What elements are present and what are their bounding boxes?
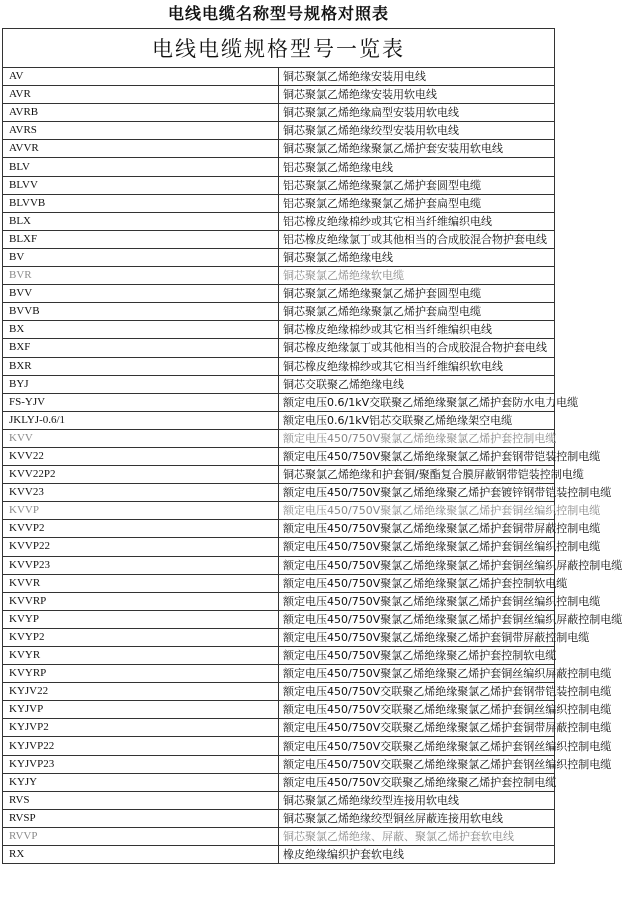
model-code-cell: RVS — [3, 791, 279, 809]
table-row — [3, 411, 555, 429]
model-code-cell: KYJY — [3, 773, 279, 791]
model-description-cell: 铜芯聚氯乙烯绝缘扁型安装用软电线 — [279, 104, 555, 122]
model-description-cell: 额定电压450/750V交联聚乙烯绝缘聚乙烯护套控制电缆 — [279, 773, 555, 791]
table-row — [3, 683, 555, 701]
model-description-cell: 铜芯聚氯乙烯绝缘和护套铜/聚酯复合膜屏蔽钢带铠装控制电缆 — [279, 466, 555, 484]
model-description-cell: 额定电压450/750V聚氯乙烯绝缘聚乙烯护套镀锌钢带铠装控制电缆 — [279, 484, 555, 502]
model-code-cell: KYJVP2 — [3, 719, 279, 737]
table-row — [3, 719, 555, 737]
model-code-cell: BVV — [3, 285, 279, 303]
model-code-cell: BLVVB — [3, 194, 279, 212]
model-description-cell: 额定电压450/750V聚氯乙烯绝缘聚乙烯护套铜丝编织屏蔽控制电缆 — [279, 665, 555, 683]
table-row — [3, 809, 555, 827]
model-code-cell: FS-YJV — [3, 393, 279, 411]
model-description-cell: 额定电压450/750V聚氯乙烯绝缘聚氯乙烯护套铜丝编织控制电缆 — [279, 502, 555, 520]
table-row — [3, 212, 555, 230]
model-code-cell: KYJVP22 — [3, 737, 279, 755]
model-description-cell: 铝芯聚氯乙烯绝缘聚氯乙烯护套扁型电缆 — [279, 194, 555, 212]
table-row — [3, 285, 555, 303]
model-description-cell: 额定电压450/750V聚氯乙烯绝缘聚氯乙烯护套铜丝编织屏蔽控制电缆 — [279, 610, 555, 628]
table-row — [3, 140, 555, 158]
model-description-cell: 额定电压450/750V交联聚乙烯绝缘聚氯乙烯护套钢丝编织控制电缆 — [279, 737, 555, 755]
model-code-cell: KYJV22 — [3, 683, 279, 701]
model-description-cell: 额定电压450/750V交联聚乙烯绝缘聚氯乙烯护套钢丝编织控制电缆 — [279, 755, 555, 773]
model-code-cell: KVVRP — [3, 592, 279, 610]
model-code-cell: KVV — [3, 429, 279, 447]
model-description-cell: 铜芯聚氯乙烯绝缘安装用电线 — [279, 68, 555, 86]
model-description-cell: 铝芯橡皮绝缘棉纱或其它相当纤维编织电线 — [279, 212, 555, 230]
model-code-cell: BVR — [3, 267, 279, 285]
model-description-cell: 额定电压450/750V聚氯乙烯绝缘聚乙烯护套铜带屏蔽控制电缆 — [279, 628, 555, 646]
model-code-cell: KVVP — [3, 502, 279, 520]
model-code-cell: JKLYJ-0.6/1 — [3, 411, 279, 429]
table-row — [3, 429, 555, 447]
table-row — [3, 321, 555, 339]
table-row — [3, 466, 555, 484]
model-description-cell: 铜芯交联聚乙烯绝缘电线 — [279, 375, 555, 393]
table-row — [3, 339, 555, 357]
table-header-row — [3, 29, 555, 68]
model-code-cell: RVVP — [3, 827, 279, 845]
table-row — [3, 230, 555, 248]
table-row — [3, 447, 555, 465]
table-header: 电线电缆规格型号一览表 — [3, 29, 555, 68]
model-description-cell: 铜芯橡皮绝缘棉纱或其它相当纤维编织软电线 — [279, 357, 555, 375]
table-row — [3, 122, 555, 140]
table-row — [3, 773, 555, 791]
model-code-cell: KVVR — [3, 574, 279, 592]
model-description-cell: 铜芯聚氯乙烯绝缘、屏蔽、聚氯乙烯护套软电线 — [279, 827, 555, 845]
model-code-cell: KVYRP — [3, 665, 279, 683]
model-code-cell: KVVP22 — [3, 538, 279, 556]
model-description-cell: 额定电压450/750V聚氯乙烯绝缘聚氯乙烯护套钢带铠装控制电缆 — [279, 447, 555, 465]
model-code-cell: BLXF — [3, 230, 279, 248]
model-description-cell: 额定电压450/750V聚氯乙烯绝缘聚氯乙烯护套铜丝编织控制电缆 — [279, 538, 555, 556]
table-row — [3, 755, 555, 773]
table-row — [3, 628, 555, 646]
model-code-cell: BVVB — [3, 303, 279, 321]
model-description-cell: 铜芯橡皮绝缘棉纱或其它相当纤维编织电线 — [279, 321, 555, 339]
model-code-cell: KYJVP — [3, 701, 279, 719]
model-code-cell: BLX — [3, 212, 279, 230]
model-description-cell: 铜芯聚氯乙烯绝缘绞型连接用软电线 — [279, 791, 555, 809]
table-row — [3, 357, 555, 375]
model-description-cell: 额定电压450/750V交联聚乙烯绝缘聚氯乙烯护套钢带铠装控制电缆 — [279, 683, 555, 701]
model-description-cell: 额定电压450/750V聚氯乙烯绝缘聚氯乙烯护套控制软电缆 — [279, 574, 555, 592]
model-description-cell: 额定电压450/750V交联聚乙烯绝缘聚氯乙烯护套铜丝编织控制电缆 — [279, 701, 555, 719]
table-row — [3, 592, 555, 610]
table-row — [3, 68, 555, 86]
table-row — [3, 791, 555, 809]
table-row — [3, 104, 555, 122]
table-row — [3, 701, 555, 719]
model-code-cell: KVV22 — [3, 447, 279, 465]
model-description-cell: 铝芯橡皮绝缘氯丁或其他相当的合成胶混合物护套电线 — [279, 230, 555, 248]
model-description-cell: 额定电压450/750V交联聚乙烯绝缘聚氯乙烯护套铜带屏蔽控制电缆 — [279, 719, 555, 737]
model-code-cell: AV — [3, 68, 279, 86]
table-row — [3, 538, 555, 556]
model-code-cell: BX — [3, 321, 279, 339]
model-description-cell: 铝芯聚氯乙烯绝缘电线 — [279, 158, 555, 176]
model-code-cell: BXR — [3, 357, 279, 375]
model-description-cell: 铜芯橡皮绝缘氯丁或其他相当的合成胶混合物护套电线 — [279, 339, 555, 357]
table-row — [3, 248, 555, 266]
model-description-cell: 额定电压0.6/1kV交联聚乙烯绝缘聚氯乙烯护套防水电力电缆 — [279, 393, 555, 411]
table-row — [3, 176, 555, 194]
table-row — [3, 484, 555, 502]
table-row — [3, 86, 555, 104]
table-row — [3, 827, 555, 845]
model-description-cell: 额定电压450/750V聚氯乙烯绝缘聚氯乙烯护套铜丝编织屏蔽控制电缆 — [279, 556, 555, 574]
table-body — [3, 68, 622, 864]
table-row — [3, 502, 555, 520]
model-code-cell: AVRB — [3, 104, 279, 122]
table-row — [3, 556, 555, 574]
table-row — [3, 737, 555, 755]
table-row — [3, 393, 555, 411]
model-code-cell: KVYP2 — [3, 628, 279, 646]
model-description-cell: 橡皮绝缘编织护套软电线 — [279, 846, 555, 864]
table-row — [3, 846, 555, 864]
model-description-cell: 铜芯聚氯乙烯绝缘电线 — [279, 248, 555, 266]
model-description-cell: 额定电压450/750V聚氯乙烯绝缘聚乙烯护套控制软电缆 — [279, 647, 555, 665]
model-code-cell: KVYR — [3, 647, 279, 665]
table-row — [3, 520, 555, 538]
table-row — [3, 647, 555, 665]
model-code-cell: KVV22P2 — [3, 466, 279, 484]
table-row — [3, 610, 555, 628]
table-row — [3, 574, 555, 592]
model-code-cell: KYJVP23 — [3, 755, 279, 773]
model-code-cell: RVSP — [3, 809, 279, 827]
model-description-cell: 铜芯聚氯乙烯绝缘绞型铜丝屏蔽连接用软电线 — [279, 809, 555, 827]
model-description-cell: 铜芯聚氯乙烯绝缘聚氯乙烯护套扁型电缆 — [279, 303, 555, 321]
model-code-cell: AVRS — [3, 122, 279, 140]
model-description-cell: 铜芯聚氯乙烯绝缘软电缆 — [279, 267, 555, 285]
table-row — [3, 303, 555, 321]
model-description-cell: 额定电压450/750V聚氯乙烯绝缘聚氯乙烯护套铜丝编织控制电缆 — [279, 592, 555, 610]
model-description-cell: 额定电压0.6/1kV铝芯交联聚乙烯绝缘架空电缆 — [279, 411, 555, 429]
model-code-cell: KVVP2 — [3, 520, 279, 538]
model-code-cell: AVR — [3, 86, 279, 104]
model-code-cell: RX — [3, 846, 279, 864]
model-code-cell: BYJ — [3, 375, 279, 393]
model-code-cell: BV — [3, 248, 279, 266]
model-code-cell: KVYP — [3, 610, 279, 628]
model-code-cell: BLVV — [3, 176, 279, 194]
table-row — [3, 194, 555, 212]
model-description-cell: 铜芯聚氯乙烯绝缘安装用软电线 — [279, 86, 555, 104]
model-code-cell: BXF — [3, 339, 279, 357]
model-code-cell: KVV23 — [3, 484, 279, 502]
model-code-cell: AVVR — [3, 140, 279, 158]
model-description-cell: 铝芯聚氯乙烯绝缘聚氯乙烯护套圆型电缆 — [279, 176, 555, 194]
model-code-cell: KVVP23 — [3, 556, 279, 574]
model-description-cell: 额定电压450/750V聚氯乙烯绝缘聚氯乙烯护套铜带屏蔽控制电缆 — [279, 520, 555, 538]
cable-spec-table — [2, 28, 622, 864]
model-description-cell: 铜芯聚氯乙烯绝缘聚氯乙烯护套安装用软电线 — [279, 140, 555, 158]
page-title: 电线电缆名称型号规格对照表 — [167, 4, 389, 23]
model-code-cell: BLV — [3, 158, 279, 176]
table-row — [3, 375, 555, 393]
table-row — [3, 665, 555, 683]
table-row — [3, 267, 555, 285]
model-description-cell: 铜芯聚氯乙烯绝缘聚氯乙烯护套圆型电缆 — [279, 285, 555, 303]
model-description-cell: 铜芯聚氯乙烯绝缘绞型安装用软电线 — [279, 122, 555, 140]
table-row — [3, 158, 555, 176]
model-description-cell: 额定电压450/750V聚氯乙烯绝缘聚氯乙烯护套控制电缆 — [279, 429, 555, 447]
